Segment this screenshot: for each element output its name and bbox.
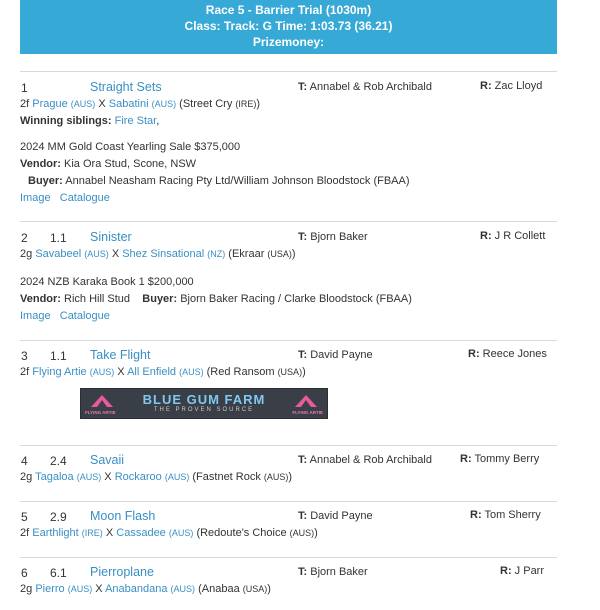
vendor-name: Rich Hill Stud bbox=[64, 293, 131, 305]
runner-entry-2 bbox=[20, 221, 557, 340]
damsire-country: (USA) bbox=[242, 584, 268, 594]
vendor-buyer-line bbox=[20, 292, 412, 306]
cross-symbol: X bbox=[95, 583, 103, 595]
damsire: (Ekraar bbox=[228, 248, 265, 260]
buyer-label: Buyer: bbox=[28, 175, 63, 187]
sire-country: (IRE) bbox=[81, 528, 103, 538]
winning-siblings-label: Winning siblings: bbox=[20, 115, 112, 127]
trainer bbox=[298, 349, 373, 361]
rider-name: Tom Sherry bbox=[484, 509, 541, 521]
runner-odds: 1.1 bbox=[50, 231, 67, 245]
damsire-close: ) bbox=[302, 366, 306, 378]
runner-entry-5 bbox=[20, 501, 557, 557]
dam-link[interactable]: All Enfield bbox=[127, 366, 177, 378]
sire-link[interactable]: Flying Artie bbox=[32, 366, 87, 378]
prizemoney-line: Prizemoney: bbox=[252, 35, 325, 49]
track-time-line bbox=[20, 18, 557, 34]
cross-symbol: X bbox=[117, 366, 125, 378]
vendor-name: Kia Ora Stud, Scone, NSW bbox=[64, 158, 197, 170]
rider-name: Zac Lloyd bbox=[494, 80, 543, 92]
damsire-close: ) bbox=[256, 98, 261, 110]
sire-link[interactable]: Earthlight bbox=[32, 527, 79, 539]
trainer-name: David Payne bbox=[310, 349, 373, 361]
runner-number: 2 bbox=[21, 231, 28, 245]
dam-link[interactable]: Shez Sinsational bbox=[122, 248, 205, 260]
horse-name-link[interactable]: Take Flight bbox=[90, 348, 151, 362]
damsire-country: (AUS) bbox=[263, 472, 289, 482]
runner-odds: 2.4 bbox=[50, 454, 67, 468]
race-title: Race 5 - Barrier Trial (1030m) bbox=[205, 3, 372, 17]
rider bbox=[480, 230, 545, 242]
trainer bbox=[298, 231, 368, 243]
damsire-country: (USA) bbox=[277, 367, 303, 377]
runner-number: 1 bbox=[21, 81, 28, 95]
horse-name-link[interactable]: Pierroplane bbox=[90, 565, 154, 579]
runner-number: 4 bbox=[21, 454, 28, 468]
rider-label: R: bbox=[500, 565, 512, 577]
banner-title: BLUE GUM FARM bbox=[142, 392, 266, 407]
dam-link[interactable]: Cassadee bbox=[116, 527, 166, 539]
trainer-label: T: bbox=[298, 349, 308, 361]
trainer-name: Annabel & Rob Archibald bbox=[309, 454, 432, 466]
winning-siblings bbox=[20, 114, 159, 128]
banner-side-left: FLYING ARTIE bbox=[85, 410, 116, 415]
trainer-label: T: bbox=[298, 231, 308, 243]
trainer-label: T: bbox=[298, 510, 308, 522]
rider-label: R: bbox=[460, 453, 472, 465]
horse-name-link[interactable]: Sinister bbox=[90, 230, 132, 244]
trainer-label: T: bbox=[298, 454, 308, 466]
damsire-close: ) bbox=[267, 583, 271, 595]
damsire-country: (AUS) bbox=[289, 528, 315, 538]
rider-name: J R Collett bbox=[494, 230, 546, 242]
horse-name-link[interactable]: Savaii bbox=[90, 453, 125, 467]
damsire: (Redoute's Choice bbox=[196, 527, 287, 539]
rider bbox=[480, 80, 542, 92]
catalogue-link[interactable]: Catalogue bbox=[59, 310, 110, 322]
age-sex: 2f bbox=[20, 527, 30, 539]
damsire: (Fastnet Rock bbox=[192, 471, 261, 483]
sire-link[interactable]: Savabeel bbox=[35, 248, 82, 260]
buyer-name: Bjorn Baker Racing / Clarke Bloodstock (FBAA) bbox=[180, 293, 412, 305]
buyer-line bbox=[28, 174, 410, 188]
sire-country: (AUS) bbox=[84, 249, 109, 259]
vendor-label: Vendor: bbox=[20, 293, 61, 305]
cross-symbol: X bbox=[105, 527, 114, 539]
sale-info: 2024 NZB Karaka Book 1 $200,000 bbox=[20, 276, 194, 288]
runner-number: 5 bbox=[21, 510, 28, 524]
sale-info: 2024 MM Gold Coast Yearling Sale $375,000 bbox=[20, 141, 241, 153]
dam-link[interactable]: Sabatini bbox=[108, 98, 149, 110]
runner-odds: 2.9 bbox=[50, 510, 67, 524]
pedigree-line bbox=[20, 97, 260, 111]
runner-entry-4 bbox=[20, 445, 557, 501]
pedigree-line bbox=[20, 582, 271, 596]
sibling-link[interactable]: Fire Star bbox=[114, 115, 157, 127]
runner-number: 3 bbox=[21, 349, 28, 363]
image-link[interactable]: Image bbox=[20, 310, 51, 322]
age-sex: 2g bbox=[20, 583, 33, 595]
wing-logo-icon bbox=[293, 393, 319, 409]
damsire-close: ) bbox=[288, 471, 293, 483]
banner-side-right: FLYING ARTIE bbox=[292, 410, 323, 415]
siblings-comma: , bbox=[156, 115, 160, 127]
pedigree-line bbox=[20, 526, 318, 540]
rider bbox=[500, 565, 544, 577]
dam-country: (NZ) bbox=[207, 249, 226, 259]
rider-label: R: bbox=[480, 230, 492, 242]
trainer-name: Bjorn Baker bbox=[310, 231, 368, 243]
sire-link[interactable]: Pierro bbox=[35, 583, 65, 595]
damsire-country: (USA) bbox=[267, 249, 292, 259]
rider-name: J Parr bbox=[514, 565, 545, 577]
damsire: (Red Ransom bbox=[206, 366, 275, 378]
cross-symbol: X bbox=[104, 471, 112, 483]
cross-symbol: X bbox=[111, 248, 120, 260]
runner-odds: 1.1 bbox=[50, 349, 67, 363]
trainer-name: David Payne bbox=[310, 510, 373, 522]
age-sex: 2g bbox=[20, 471, 33, 483]
track-value: G bbox=[262, 19, 272, 33]
rider bbox=[470, 509, 541, 521]
sire-link[interactable]: Tagaloa bbox=[35, 471, 74, 483]
sire-country: (AUS) bbox=[70, 99, 96, 109]
dam-country: (AUS) bbox=[164, 472, 190, 482]
dam-country: (AUS) bbox=[168, 528, 194, 538]
banner-tagline: THE PROVEN SOURCE bbox=[153, 407, 255, 413]
cross-symbol: X bbox=[98, 98, 106, 110]
age-sex: 2g bbox=[20, 248, 33, 260]
horse-name-link[interactable]: Moon Flash bbox=[90, 509, 156, 523]
sire-country: (AUS) bbox=[67, 584, 93, 594]
runner-entry-3 bbox=[20, 340, 557, 445]
rider-name: Tommy Berry bbox=[474, 453, 540, 465]
runner-entry-1 bbox=[20, 71, 557, 221]
vendor-line bbox=[20, 157, 196, 171]
time-label: Time: bbox=[271, 19, 311, 33]
runner-odds: 6.1 bbox=[50, 566, 67, 580]
age-sex: 2f bbox=[20, 366, 30, 378]
blue-gum-farm-banner[interactable] bbox=[80, 388, 328, 419]
age-sex: 2f bbox=[20, 98, 30, 110]
trainer-label: T: bbox=[298, 566, 308, 578]
catalogue-link[interactable]: Catalogue bbox=[59, 192, 110, 204]
media-links bbox=[20, 191, 110, 205]
rider-label: R: bbox=[480, 80, 492, 92]
horse-name-link[interactable]: Straight Sets bbox=[90, 80, 162, 94]
damsire-close: ) bbox=[291, 248, 296, 260]
damsire: (Street Cry bbox=[179, 98, 233, 110]
rider-label: R: bbox=[468, 348, 480, 360]
sire-country: (AUS) bbox=[89, 367, 115, 377]
dam-country: (AUS) bbox=[151, 99, 177, 109]
trainer-name: Bjorn Baker bbox=[310, 566, 368, 578]
pedigree-line bbox=[20, 470, 292, 484]
pedigree-line bbox=[20, 247, 296, 261]
pedigree-line bbox=[20, 365, 306, 379]
runner-entry-6 bbox=[20, 557, 557, 610]
damsire-country: (IRE) bbox=[235, 99, 257, 109]
trainer bbox=[298, 81, 432, 93]
buyer-name: Annabel Neasham Racing Pty Ltd/William Johnson Bloodstock (FBAA) bbox=[65, 175, 410, 187]
dam-country: (AUS) bbox=[170, 584, 196, 594]
damsire-close: ) bbox=[314, 527, 318, 539]
dam-link[interactable]: Rockaroo bbox=[114, 471, 162, 483]
rider bbox=[460, 453, 539, 465]
rider-label: R: bbox=[470, 509, 482, 521]
sire-link[interactable]: Prague bbox=[32, 98, 68, 110]
trainer bbox=[298, 566, 368, 578]
sire-country: (AUS) bbox=[76, 472, 102, 482]
dam-link[interactable]: Anabandana bbox=[105, 583, 168, 595]
class-track-label: Class: Track: bbox=[184, 19, 263, 33]
time-value: 1:03.73 (36.21) bbox=[310, 19, 393, 33]
race-header bbox=[20, 0, 557, 54]
rider bbox=[468, 348, 547, 360]
vendor-label: Vendor: bbox=[20, 158, 61, 170]
image-link[interactable]: Image bbox=[20, 192, 51, 204]
trainer bbox=[298, 510, 373, 522]
buyer-label: Buyer: bbox=[142, 293, 178, 305]
trainer-label: T: bbox=[298, 81, 308, 93]
dam-country: (AUS) bbox=[179, 367, 204, 377]
trainer-name: Annabel & Rob Archibald bbox=[309, 81, 432, 93]
runner-number: 6 bbox=[21, 566, 28, 580]
rider-name: Reece Jones bbox=[482, 348, 547, 360]
trainer bbox=[298, 454, 432, 466]
damsire: (Anabaa bbox=[198, 583, 240, 595]
media-links bbox=[20, 309, 110, 323]
